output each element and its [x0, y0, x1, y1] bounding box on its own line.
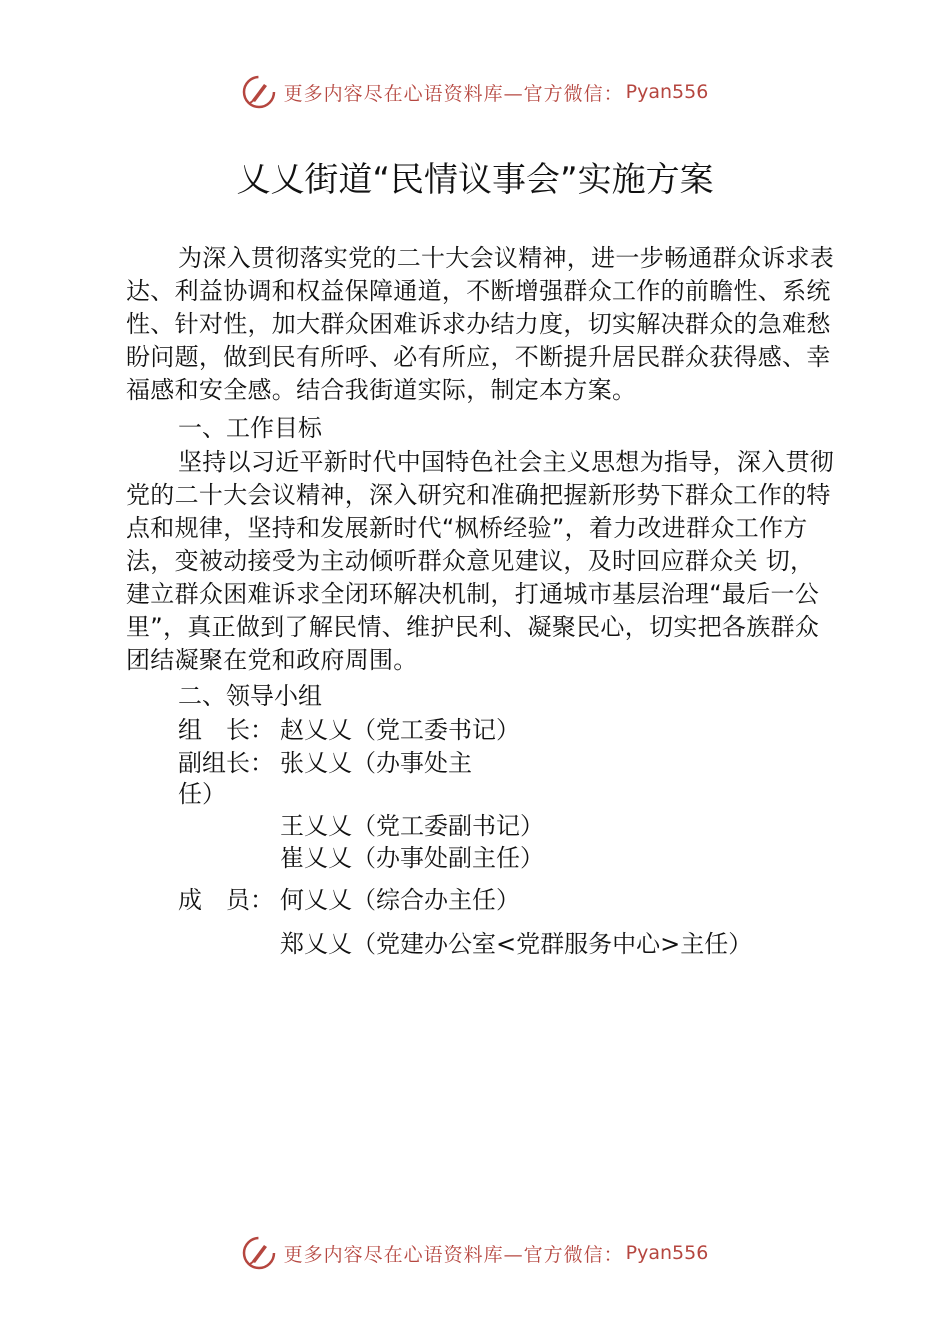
deputy-name-1: 张乂乂（办事处主 — [280, 749, 472, 777]
member-name-1: 何乂乂（综合办主任） — [280, 886, 520, 914]
watermark-text: 更多内容尽在心语资料库—官方微信： — [283, 82, 624, 105]
watermark-wechat-id: Pyan556 — [625, 1242, 709, 1264]
watermark-wechat-id: Pyan556 — [625, 81, 709, 103]
leader-row — [0, 714, 950, 747]
deputy-row-2 — [0, 810, 950, 843]
leader-label: 组 长： — [178, 716, 274, 744]
leader-name: 赵乂乂（党工委书记） — [280, 716, 520, 744]
document-title: 乂乂街道“民情议事会”实施方案 — [236, 160, 714, 200]
member-name-2: 郑乂乂（党建办公室<党群服务中心>主任） — [280, 930, 753, 958]
quill-logo-icon — [242, 1236, 276, 1270]
deputy-row-3 — [0, 842, 950, 875]
section-heading-leadership: 二、领导小组 — [178, 682, 322, 710]
watermark-text: 更多内容尽在心语资料库—官方微信： — [283, 1243, 624, 1266]
deputy-name-1-wrap: 任） — [178, 780, 226, 808]
member-label: 成 员： — [178, 886, 274, 914]
deputy-row — [0, 747, 950, 780]
deputy-name-2: 王乂乂（党工委副书记） — [280, 812, 544, 840]
section-heading-goals: 一、工作目标 — [178, 414, 322, 442]
quill-logo-icon — [242, 75, 276, 109]
deputy-wrap-row — [0, 778, 950, 811]
deputy-name-3: 崔乂乂（办事处副主任） — [280, 844, 544, 872]
watermark-header — [0, 72, 950, 112]
member-row — [0, 884, 950, 917]
deputy-label: 副组长： — [178, 749, 274, 777]
member-row-2 — [0, 928, 950, 961]
watermark-footer — [0, 1233, 950, 1273]
intro-paragraph: 为深入贯彻落实党的二十大会议精神，进一步畅通群众诉求表达、利益协调和权益保障通道，不断增强群众工作的前瞻性、系统性、针对性，加大群众困难诉求办结力度，切实解决群众的急难愁盼问题，做到民有所呼、必有所应，不断提升居民群众获得感、幸福感和安全感。结合我街道实际，制定本方案。 — [126, 244, 835, 404]
goals-paragraph: 坚持以习近平新时代中国特色社会主义思想为指导，深入贯彻党的二十大会议精神，深入研究和准确把握新形势下群众工作的特点和规律，坚持和发展新时代“枫桥经验”，着力改进群众工作方法，变被动接受为主动倾听群众意见建议，及时回应群众关 切，建立群众困难诉求全闭环解决机制，打通城市基层治理“最后一公里”，真正做到了解民情、维护民利、凝聚民心，切实把各族群众团结凝聚在党和政府周围。 — [126, 448, 835, 674]
